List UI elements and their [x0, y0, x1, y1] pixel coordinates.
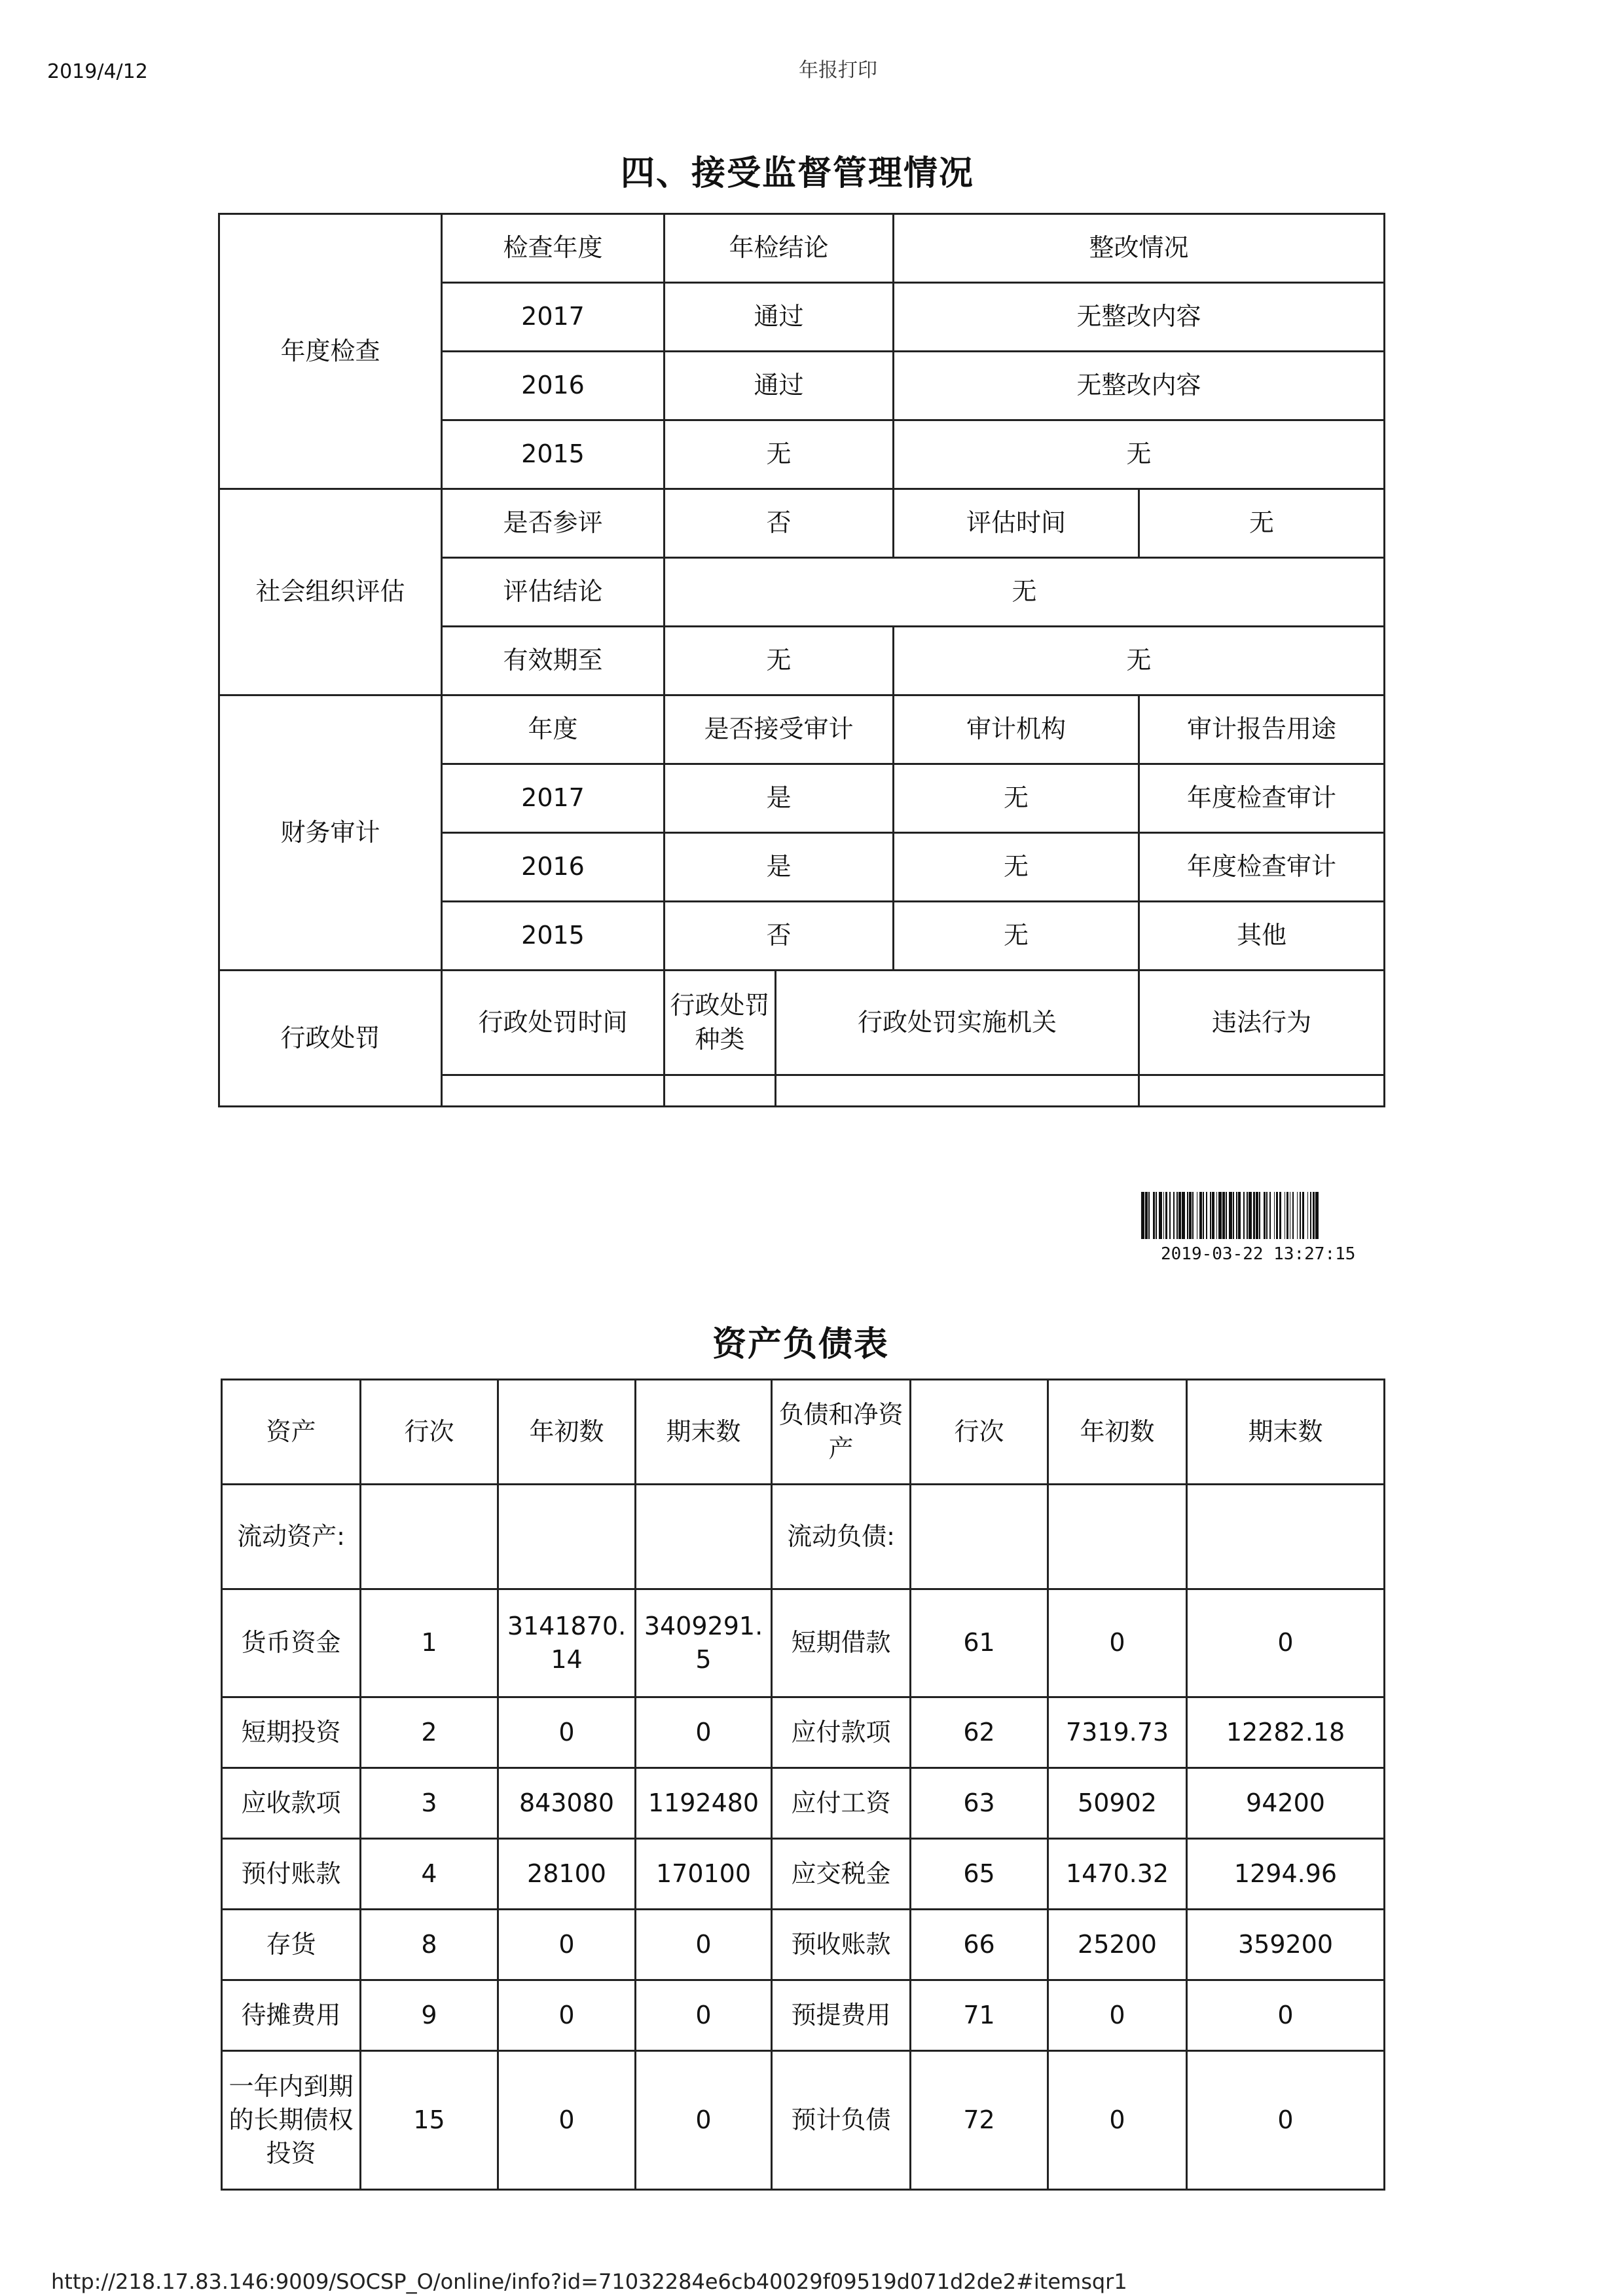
- audit-purpose: 其他: [1139, 902, 1385, 971]
- liability-line: 61: [911, 1589, 1048, 1697]
- inspection-year: 2015: [442, 420, 665, 489]
- asset-end: 3409291.5: [636, 1589, 772, 1697]
- audited: 否: [665, 902, 894, 971]
- liability-end: 0: [1187, 1589, 1385, 1697]
- liability-line: 62: [911, 1697, 1048, 1768]
- asset-line: 4: [361, 1839, 498, 1910]
- valid-until-value: 无: [665, 627, 894, 695]
- penalty-agency-empty: [776, 1075, 1139, 1107]
- asset-begin: 0: [498, 1980, 636, 2051]
- print-date: 2019/4/12: [47, 60, 148, 83]
- asset-end: 0: [636, 2051, 772, 2190]
- audited: 是: [665, 764, 894, 833]
- header-inspection-result: 年检结论: [665, 214, 894, 283]
- inspection-result: 无: [665, 420, 894, 489]
- audit-year: 2016: [442, 833, 665, 902]
- valid-until-extra: 无: [894, 627, 1385, 695]
- annual-inspection-label: 年度检查: [219, 214, 442, 489]
- asset-begin: 0: [498, 1910, 636, 1980]
- header-violation: 违法行为: [1139, 971, 1385, 1075]
- inspection-result: 通过: [665, 352, 894, 420]
- liability-end: 359200: [1187, 1910, 1385, 1980]
- audit-agency: 无: [894, 764, 1139, 833]
- header-penalty-time: 行政处罚时间: [442, 971, 665, 1075]
- asset-line: 9: [361, 1980, 498, 2051]
- header-penalty-type: 行政处罚种类: [665, 971, 776, 1075]
- asset-end: 170100: [636, 1839, 772, 1910]
- liability-name: 预提费用: [772, 1980, 911, 2051]
- audit-agency: 无: [894, 902, 1139, 971]
- barcode-timestamp: 2019-03-22 13:27:15: [1161, 1244, 1356, 1264]
- footer-url: http://218.17.83.146:9009/SOCSP_O/online/info?id=71032284e6cb40029f09519d071d2de2#itemsqr1: [51, 2269, 1127, 2294]
- header-asset-end: 期末数: [636, 1380, 772, 1485]
- eval-time-label: 评估时间: [894, 489, 1139, 558]
- table-row: [222, 1839, 1385, 1910]
- liability-begin: 0: [1048, 1980, 1187, 2051]
- print-header-title: 年报打印: [799, 59, 877, 82]
- asset-begin: 28100: [498, 1839, 636, 1910]
- header-liability: 负债和净资产: [772, 1380, 911, 1485]
- liability-line: 71: [911, 1980, 1048, 2051]
- asset-name: 存货: [222, 1910, 361, 1980]
- balance-sheet-table: [221, 1379, 1385, 2191]
- empty-cell: [636, 1485, 772, 1589]
- header-asset-begin: 年初数: [498, 1380, 636, 1485]
- rectification-status: 无整改内容: [894, 352, 1385, 420]
- barcode-image: [1141, 1192, 1383, 1239]
- liability-line: 65: [911, 1839, 1048, 1910]
- financial-audit-label: 财务审计: [219, 695, 442, 971]
- asset-begin: 0: [498, 2051, 636, 2190]
- header-audit-year: 年度: [442, 695, 665, 764]
- asset-line: 3: [361, 1768, 498, 1839]
- asset-line: 15: [361, 2051, 498, 2190]
- asset-name: 待摊费用: [222, 1980, 361, 2051]
- inspection-year: 2016: [442, 352, 665, 420]
- audit-year: 2015: [442, 902, 665, 971]
- liability-end: 12282.18: [1187, 1697, 1385, 1768]
- audit-agency: 无: [894, 833, 1139, 902]
- valid-until-label: 有效期至: [442, 627, 665, 695]
- empty-cell: [911, 1485, 1048, 1589]
- asset-end: 0: [636, 1980, 772, 2051]
- liability-begin: 1470.32: [1048, 1839, 1187, 1910]
- liability-end: 1294.96: [1187, 1839, 1385, 1910]
- header-inspection-year: 检查年度: [442, 214, 665, 283]
- asset-name: 一年内到期的长期债权投资: [222, 2051, 361, 2190]
- eval-conclusion-value: 无: [665, 558, 1385, 627]
- liability-begin: 50902: [1048, 1768, 1187, 1839]
- table-row: [222, 1980, 1385, 2051]
- liability-end: 94200: [1187, 1768, 1385, 1839]
- table-row: [222, 1697, 1385, 1768]
- audit-purpose: 年度检查审计: [1139, 833, 1385, 902]
- liability-name: 短期借款: [772, 1589, 911, 1697]
- asset-begin: 0: [498, 1697, 636, 1768]
- liability-line: 66: [911, 1910, 1048, 1980]
- supervision-section-title: 四、接受监督管理情况: [621, 154, 975, 193]
- penalty-label: 行政处罚: [219, 971, 442, 1107]
- audit-year: 2017: [442, 764, 665, 833]
- table-row: [222, 1768, 1385, 1839]
- liability-line: 63: [911, 1768, 1048, 1839]
- audited: 是: [665, 833, 894, 902]
- participated-label: 是否参评: [442, 489, 665, 558]
- empty-cell: [498, 1485, 636, 1589]
- liability-begin: 0: [1048, 2051, 1187, 2190]
- rectification-status: 无: [894, 420, 1385, 489]
- current-assets-label: 流动资产:: [222, 1485, 361, 1589]
- liability-name: 预计负债: [772, 2051, 911, 2190]
- inspection-result: 通过: [665, 283, 894, 352]
- empty-cell: [1187, 1485, 1385, 1589]
- liability-end: 0: [1187, 2051, 1385, 2190]
- liability-begin: 7319.73: [1048, 1697, 1187, 1768]
- penalty-type-empty: [665, 1075, 776, 1107]
- asset-begin: 3141870.14: [498, 1589, 636, 1697]
- liability-name: 应付工资: [772, 1768, 911, 1839]
- asset-name: 应收款项: [222, 1768, 361, 1839]
- header-rectification: 整改情况: [894, 214, 1385, 283]
- liability-end: 0: [1187, 1980, 1385, 2051]
- header-asset-line: 行次: [361, 1380, 498, 1485]
- current-liabilities-label: 流动负债:: [772, 1485, 911, 1589]
- asset-end: 1192480: [636, 1768, 772, 1839]
- supervision-table: [218, 213, 1385, 1107]
- header-liability-begin: 年初数: [1048, 1380, 1187, 1485]
- liability-begin: 0: [1048, 1589, 1187, 1697]
- empty-cell: [361, 1485, 498, 1589]
- empty-cell: [1048, 1485, 1187, 1589]
- liability-line: 72: [911, 2051, 1048, 2190]
- eval-conclusion-label: 评估结论: [442, 558, 665, 627]
- rectification-status: 无整改内容: [894, 283, 1385, 352]
- penalty-time-empty: [442, 1075, 665, 1107]
- asset-begin: 843080: [498, 1768, 636, 1839]
- liability-begin: 25200: [1048, 1910, 1187, 1980]
- asset-end: 0: [636, 1910, 772, 1980]
- header-liability-line: 行次: [911, 1380, 1048, 1485]
- asset-name: 预付账款: [222, 1839, 361, 1910]
- liability-name: 应付款项: [772, 1697, 911, 1768]
- asset-line: 2: [361, 1697, 498, 1768]
- asset-line: 1: [361, 1589, 498, 1697]
- participated-value: 否: [665, 489, 894, 558]
- asset-name: 货币资金: [222, 1589, 361, 1697]
- header-penalty-agency: 行政处罚实施机关: [776, 971, 1139, 1075]
- header-audited: 是否接受审计: [665, 695, 894, 764]
- asset-line: 8: [361, 1910, 498, 1980]
- table-row: [222, 2051, 1385, 2190]
- eval-time-value: 无: [1139, 489, 1385, 558]
- asset-name: 短期投资: [222, 1697, 361, 1768]
- balance-sheet-title: 资产负债表: [712, 1325, 890, 1364]
- header-liability-end: 期末数: [1187, 1380, 1385, 1485]
- asset-end: 0: [636, 1697, 772, 1768]
- violation-empty: [1139, 1075, 1385, 1107]
- table-row: [222, 1910, 1385, 1980]
- liability-name: 预收账款: [772, 1910, 911, 1980]
- audit-purpose: 年度检查审计: [1139, 764, 1385, 833]
- social-evaluation-label: 社会组织评估: [219, 489, 442, 695]
- header-audit-agency: 审计机构: [894, 695, 1139, 764]
- table-row: [222, 1589, 1385, 1697]
- header-asset: 资产: [222, 1380, 361, 1485]
- inspection-year: 2017: [442, 283, 665, 352]
- header-audit-purpose: 审计报告用途: [1139, 695, 1385, 764]
- liability-name: 应交税金: [772, 1839, 911, 1910]
